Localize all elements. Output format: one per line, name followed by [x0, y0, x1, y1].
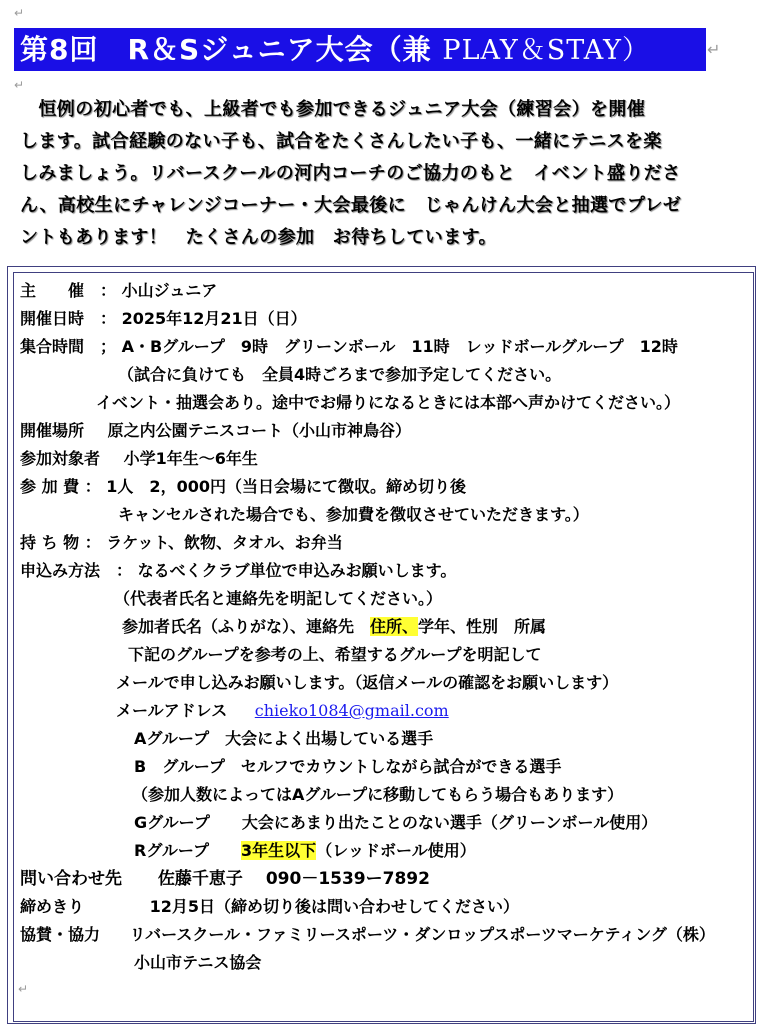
apply-note-2 [122, 615, 546, 639]
group-r-post: （レッドボール使用） [316, 841, 476, 860]
assembly-note-1: （試合に負けても 全員4時ごろまで参加予定してください。 [118, 365, 562, 384]
intro-line-4: ん、高校生にチャレンジコーナー・大会最後に じゃんけん大会と抽選でプレゼ [20, 195, 682, 216]
apply-label: 申込み方法 ： [20, 561, 133, 580]
apply-note-2-post: 学年、性別 所属 [418, 617, 547, 636]
assembly-note-2: イベント・抽選会あり。途中でお帰りになるときには本部へ声かけてください。） [96, 393, 681, 412]
paragraph-mark: ↵ [18, 982, 29, 996]
paragraph-mark: ↵ [707, 40, 721, 59]
assembly-row [20, 335, 678, 359]
assembly-label: 集合時間 ； [20, 337, 117, 356]
apply-row [20, 559, 456, 583]
group-r [134, 839, 476, 863]
venue-label: 開催場所 [20, 421, 85, 440]
group-a: Aグループ 大会によく出場している選手 [134, 729, 434, 748]
contact-row [20, 867, 430, 891]
deadline-value: 12月5日（締め切り後は問い合わせしてください） [149, 897, 519, 916]
title-suffix: PLAY＆STAY） [442, 35, 650, 66]
organizer-row [20, 279, 217, 303]
contact-value: 佐藤千恵子 090－1539ー7892 [157, 869, 430, 889]
group-b-note: （参加人数によってはAグループに移動してもらう場合もあります） [132, 785, 624, 804]
intro-line-2: します。試合経験のない子も、試合をたくさんしたい子も、一緒にテニスを楽 [20, 131, 662, 152]
target-label: 参加対象者 [20, 449, 101, 468]
grade-highlight: 3年生以下 [241, 841, 317, 860]
venue-row [20, 419, 411, 443]
group-b: B グループ セルフでカウントしながら試合ができる選手 [134, 757, 562, 776]
bring-label: 持 ち 物 ： [20, 533, 101, 552]
apply-note-1: （代表者氏名と連絡先を明記してください。） [114, 589, 443, 608]
bring-value: ラケット、飲物、タオル、お弁当 [106, 533, 343, 552]
deadline-label: 締めきり [20, 897, 85, 916]
sponsor-label: 協賛・協力 [20, 925, 101, 944]
sponsor-value: リバースクール・ファミリースポーツ・ダンロップスポーツマーケティング（株） [129, 925, 715, 944]
page-title [14, 28, 706, 71]
deadline-row [20, 895, 519, 919]
group-r-pre: Rグループ [134, 841, 242, 860]
sponsor-row [20, 923, 715, 947]
email-link[interactable]: chieko1084@gmail.com [254, 701, 449, 720]
email-row [116, 699, 449, 723]
organizer-label: 主 催 ： [20, 281, 117, 300]
apply-note-3: 下記のグループを参考の上、希望するグループを明記して [128, 645, 542, 664]
date-label: 開催日時 ： [20, 309, 117, 328]
apply-note-4: メールで申し込みお願いします。（返信メールの確認をお願いします） [116, 673, 619, 692]
fee-row [20, 475, 466, 499]
fee-value: 1人 2，000円（当日会場にて徴収。締め切り後 [106, 477, 466, 496]
group-g: Gグループ 大会にあまり出たことのない選手（グリーンボール使用） [134, 813, 658, 832]
paragraph-mark: ↵ [14, 78, 25, 92]
intro-line-1: 恒例の初心者でも、上級者でも参加できるジュニア大会（練習会）を開催 [20, 99, 646, 120]
venue-value: 原之内公園テニスコート（小山市神鳥谷） [107, 421, 411, 440]
date-row [20, 307, 307, 331]
apply-value: なるべくクラブ単位で申込みお願いします。 [137, 561, 457, 580]
organizer-value: 小山ジュニア [121, 281, 218, 300]
address-highlight: 住所、 [370, 617, 419, 636]
intro-line-5: ントもあります！ たくさんの参加 お待ちしています。 [20, 227, 497, 248]
title-main: 第8回 R＆Sジュニア大会（兼 [20, 33, 432, 66]
target-value: 小学1年生～6年生 [123, 449, 258, 468]
contact-label: 問い合わせ先 [20, 869, 122, 889]
target-row [20, 447, 258, 471]
date-value: 2025年12月21日（日） [121, 309, 307, 328]
fee-label: 参 加 費 ： [20, 477, 101, 496]
intro-line-3: しみましょう。リバースクールの河内コーチのご協力のもと イベント盛りださ [20, 163, 681, 184]
assembly-value: A・Bグループ 9時 グリーンボール 11時 レッドボールグループ 12時 [121, 337, 678, 356]
email-label: メールアドレス [116, 701, 228, 720]
fee-note: キャンセルされた場合でも、参加費を徴収させていただきます。） [118, 505, 589, 524]
paragraph-mark: ↵ [14, 6, 25, 20]
apply-note-2-pre: 参加者氏名（ふりがな）、連絡先 [122, 617, 371, 636]
sponsor-value-2: 小山市テニス協会 [134, 953, 262, 972]
bring-row [20, 531, 343, 555]
